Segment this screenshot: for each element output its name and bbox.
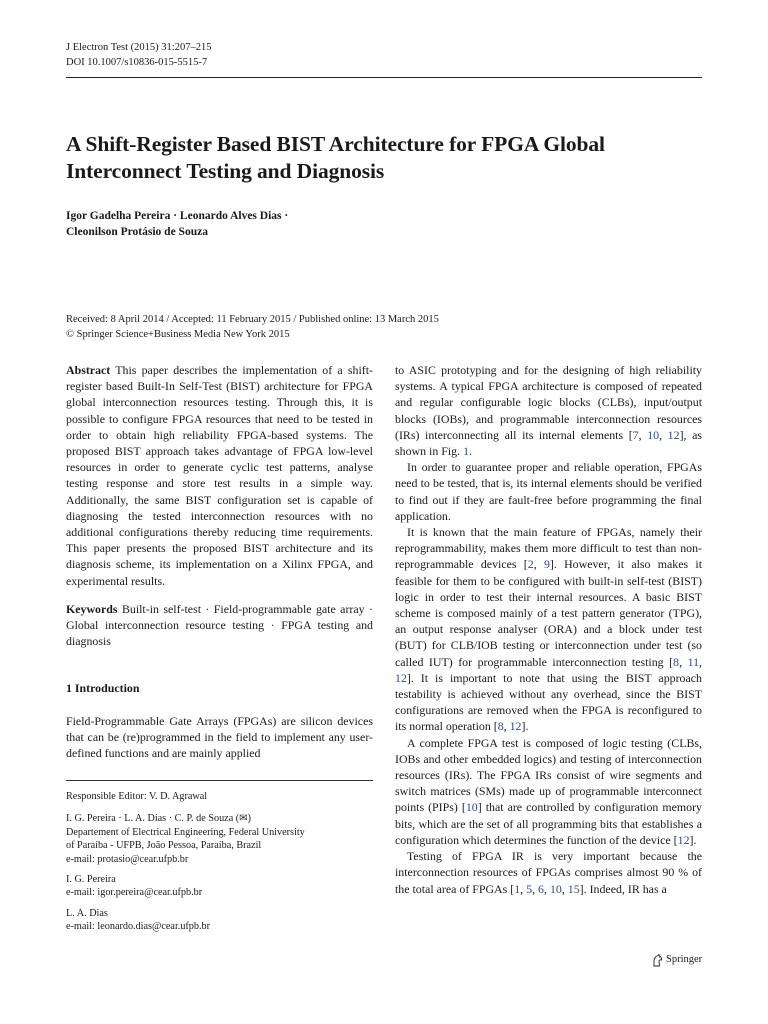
keywords-text: Built-in self-test · Field-programmable gate array · Global interconnection resource testing · FPGA testing and diagnosis [66, 601, 373, 649]
doi: DOI 10.1007/s10836-015-5515-7 [66, 57, 208, 68]
author-pereira-block [66, 873, 373, 900]
intro-paragraph-1: Field-Programmable Gate Arrays (FPGAs) are silicon devices that can be (re)programmed in the field to implement any user-defined functions and are mainly applied [66, 713, 373, 761]
authors-line-1: Igor Gadelha Pereira · Leonardo Alves Dias · [66, 210, 289, 222]
affiliation-email: e-mail: protasio@cear.ufpb.br [66, 853, 189, 865]
dias-email: e-mail: leonardo.dias@cear.ufpb.br [66, 921, 211, 933]
affiliation-department: Departement of Electrical Engineering, Federal University [66, 826, 305, 838]
journal-header [66, 40, 211, 70]
citation-link[interactable]: 6 [538, 881, 544, 896]
section-heading-introduction: 1 Introduction [66, 681, 140, 696]
author-list [66, 208, 706, 240]
citation-link[interactable]: 8 [673, 654, 680, 669]
affiliation-names: I. G. Pereira · L. A. Dias · C. P. de Souza (✉) [66, 813, 252, 825]
intro-paragraph-2: In order to guarantee proper and reliable operation, FPGAs need to be tested, that is, its internal elements should be verified to find out if they are fault-free before programming the final application. [395, 460, 702, 523]
responsible-editor: Responsible Editor: V. D. Agrawal [66, 791, 208, 802]
figure-link[interactable]: 1 [463, 444, 470, 459]
journal-citation: J Electron Test (2015) 31:207–215 [66, 42, 212, 53]
citation-link[interactable]: 10 [549, 881, 562, 896]
intro-paragraph-1-continued: to ASIC prototyping and for the designing of high reliability systems. A typical FPGA architecture is composed of repeated and regular configurable logic blocks (CLBs), input/output blocks (IOBs), and programmable interconnection resources (IRs) interconnecting all its internal elements [7, 10, 12], as shown in Fig. 1. [395, 363, 703, 459]
pereira-name: I. G. Pereira [66, 874, 116, 886]
keywords [66, 601, 373, 650]
dias-name: L. A. Dias [66, 907, 108, 919]
intro-paragraph-5: Testing of FPGA IR is very important because the interconnection resources of FPGAs comprises almost 90 % of the total area of FPGAs [1, 5, 6, 10, 15]. Indeed, IR has a [395, 849, 702, 896]
date-history: Received: 8 April 2014 / Accepted: 11 February 2015 / Published online: 13 March 2015 [66, 314, 439, 325]
title-line-1: A Shift-Register Based BIST Architecture for FPGA Global [66, 132, 605, 156]
citation-link[interactable]: 10 [465, 800, 478, 815]
abstract-text: This paper describes the implementation of a shift-register based Built-In Self-Test (BIST) architecture for FPGA global interconnection resources testing. Through this, it is possible to configure FPGA resources that need to be tested in order to obtain high reliability FPGA-based systems. The proposed BIST approach takes advantage of FPGA low-level resources in order to generate cyclic test patterns, analyse testing response and store test results in a simple way. Additionally, the same BIST configuration set is capable of diagnosing the tested interconnection resources with no additional configurations thereby reducing time requirements. This paper presents the proposed BIST architecture and its diagnosis scheme, its implementation on a Xilinx FPGA, and experimental results. [66, 363, 373, 588]
affiliation-block [66, 812, 373, 866]
citation-link[interactable]: 9 [543, 557, 550, 572]
citation-link[interactable]: 11 [687, 654, 700, 669]
springer-horse-icon [651, 954, 663, 967]
citation-link[interactable]: 1 [514, 881, 521, 896]
footnote-rule [66, 780, 373, 781]
citation-link[interactable]: 15 [567, 881, 580, 896]
citation-link[interactable]: 12 [395, 670, 407, 685]
paper-title [66, 131, 706, 185]
publisher-name: Springer [666, 954, 703, 965]
header-rule [66, 77, 702, 78]
citation-link[interactable]: 10 [647, 427, 660, 442]
publication-history [66, 313, 706, 342]
citation-link[interactable]: 8 [497, 719, 504, 734]
intro-paragraph-3: It is known that the main feature of FPGAs, namely their reprogrammability, makes them more difficult to test than non-reprogrammable devices [2, 9]. However, it also makes it feasible for them to be configured with built-in self-test (BIST) logic in order to test their internal resources. A basic BIST scheme is composed mainly of a test pattern generator (TPG), an output response analyser (ORA) and a block under test (BUT) for CLB/IOB testing or interconnection under test (so called IUT) for programmable interconnection testing [8, 11, 12]. It is important to note that using the BIST approach testability is achieved without any overhead, since the BIST configurations are removed when the FPGA is reconfigured to its normal operation [8, 12]. [395, 525, 702, 734]
affiliation-university: of Paraíba - UFPB, João Pessoa, Paraíba, Brazil [66, 840, 262, 852]
footnotes [66, 780, 373, 941]
publisher-footer [651, 953, 702, 967]
citation-link[interactable]: 12 [677, 832, 690, 847]
citation-link[interactable]: 12 [667, 427, 680, 442]
title-line-2: Interconnect Testing and Diagnosis [66, 159, 385, 183]
authors-line-2: Cleonilson Protásio de Souza [66, 226, 208, 238]
left-column [66, 362, 373, 761]
citation-link[interactable]: 7 [632, 427, 639, 442]
citation-link[interactable]: 5 [526, 881, 533, 896]
citation-link[interactable]: 12 [509, 719, 522, 734]
citation-link[interactable]: 2 [527, 557, 534, 572]
keywords-label: Keywords [66, 601, 118, 616]
right-column [395, 362, 702, 897]
abstract [66, 362, 373, 589]
intro-paragraph-4: A complete FPGA test is composed of logic testing (CLBs, IOBs and other embedded logics) and testing of interconnection resources (IRs). The FPGA IRs consist of wire segments and switch matrices (SMs) made up of programmable interconnect points (PIPs) [10] that are controlled by configuration memory bits, which are the set of all programming bits that establishes a configuration which determines the function of the device [12]. [395, 735, 702, 847]
abstract-label: Abstract [66, 363, 111, 377]
pereira-email: e-mail: igor.pereira@cear.ufpb.br [66, 887, 203, 899]
copyright: © Springer Science+Business Media New York 2015 [66, 328, 290, 340]
author-dias-block [66, 907, 373, 934]
